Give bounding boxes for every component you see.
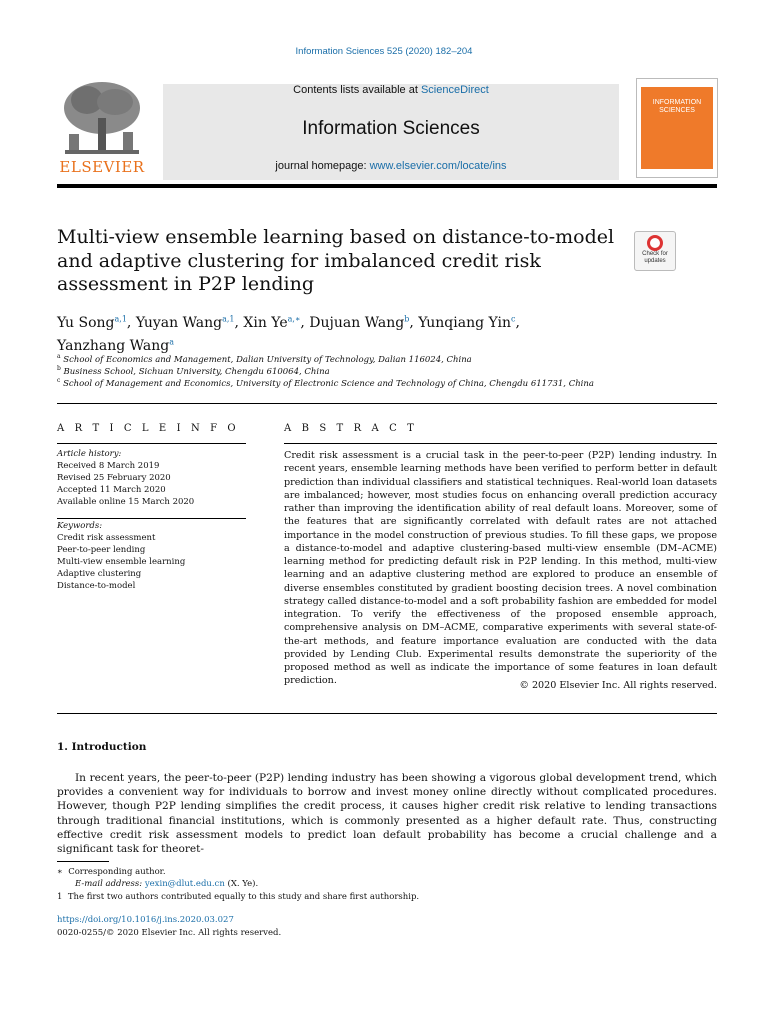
elsevier-tree-icon bbox=[57, 78, 147, 158]
author[interactable]: Yunqiang Yin$^c$ bbox=[418, 314, 516, 331]
author[interactable]: Yu Song$^{a,1}$ bbox=[57, 314, 127, 331]
keyword: Multi-view ensemble learning bbox=[57, 557, 186, 567]
author-list: Yu Song$^{a,1}$, Yuyan Wang$^{a,1}$, Xin $Ye^{a,∗}$, Dujuan Wang$^b$, Yunqiang Yin$^c$, Yanzhang Wang$^a$ bbox=[57, 314, 520, 355]
footnote-corresponding: ∗ Corresponding author. bbox=[57, 867, 166, 877]
journal-citation[interactable]: Information Sciences 525 (2020) 182–204 bbox=[295, 46, 473, 57]
keyword: Distance-to-model bbox=[57, 581, 136, 591]
author[interactable]: Yuyan Wang$^{a,1}$ bbox=[135, 314, 235, 331]
author[interactable]: Xin $Ye^{a,∗}$ bbox=[243, 314, 301, 331]
keywords: Keywords: Credit risk assessment Peer-to-peer lending Multi-view ensemble learning Adaptive clustering Distance-to-model bbox=[57, 520, 246, 592]
footnote-authorship: 1 The first two authors contributed equally to this study and share first authorship. bbox=[57, 892, 420, 902]
introduction-paragraph: In recent years, the peer-to-peer (P2P) lending industry has been showing a vigorous global development trend, which provides a convenient way for individuals to borrow and invest money online directly without complicated procedures. However, though P2P lending simplifies the credit process, it causes higher credit risk relative to lending transactions through traditional financial institutions, which is commonly presented as a higher default rate. Thus, constructing effective credit risk assessment models to predict loan default probability has become a crucial challenge and a significant task for theoret- bbox=[57, 772, 717, 856]
abstract-divider bbox=[57, 713, 717, 714]
keyword: Credit risk assessment bbox=[57, 533, 156, 543]
footnote-divider bbox=[57, 861, 109, 862]
section-heading-introduction: 1. Introduction bbox=[57, 741, 147, 753]
homepage-link[interactable]: www.elsevier.com/locate/ins bbox=[369, 160, 507, 172]
cover-title: INFORMATION SCIENCES bbox=[652, 99, 702, 114]
abstract-heading: A B S T R A C T bbox=[284, 423, 418, 434]
keyword: Adaptive clustering bbox=[57, 569, 142, 579]
elsevier-logo bbox=[57, 78, 147, 178]
author[interactable]: Yanzhang Wang$^a$ bbox=[57, 337, 174, 355]
doi-link[interactable]: https://doi.org/10.1016/j.ins.2020.03.027 bbox=[57, 915, 234, 925]
journal-title: Information Sciences bbox=[302, 118, 480, 139]
publisher-name: ELSEVIER bbox=[59, 158, 145, 176]
header-divider bbox=[57, 184, 717, 188]
contents-line: Contents lists available at ScienceDirect bbox=[293, 84, 489, 96]
abstract-copyright: © 2020 Elsevier Inc. All rights reserved. bbox=[519, 680, 717, 691]
email-link[interactable]: yexin@dlut.edu.cn bbox=[144, 879, 225, 889]
article-info-heading: A R T I C L E I N F O bbox=[57, 423, 240, 434]
journal-banner bbox=[163, 84, 619, 180]
check-updates-label: Check for updates bbox=[642, 251, 668, 264]
footnote-email: E-mail address: yexin@dlut.edu.cn (X. Ye). bbox=[75, 879, 259, 889]
affiliation: $^a$ School of Economics and Management, Dalian University of Technology, Dalian 116024, China bbox=[57, 353, 472, 365]
keyword: Peer-to-peer lending bbox=[57, 545, 146, 555]
abstract-text: Credit risk assessment is a crucial task in the peer-to-peer (P2P) lending industry. In recent years, ensemble learning methods have been verified to perform better in default prediction than individual classifiers and statistical techniques. Real-world loan datasets are imbalanced; however, most studies focus on enhancing overall prediction accuracy rather than improving the identification ability of real default loans. Moreover, some of the features that are significantly correlated with default rates are not attached importance in the model construction of previous studies. To fill these gaps, we propose a distance-to-model and adaptive clustering-based multi-view ensemble (DM–ACME) learning method for predicting default risk in P2P lending. In this method, multi-view learning and an adaptive clustering method are explored to produce an ensemble of diverse ensembles constituted by gradient boosting decision trees. A novel combination strategy called distance-to-model and a soft probability fashion are embedded for model integration. To verify the effectiveness of the proposed ensemble approach, comprehensive analysis on DM–ACME, comparative experiments with several state-of-the-art methods, and feature importance evaluation are conducted with the data provided by Lending Club. Experimental results demonstrate the superiority of the proposed method as well as indicate the importance of some features in loan default prediction. bbox=[284, 450, 717, 687]
affiliation: $^b$ Business School, Sichuan University, Chengdu 610064, China bbox=[57, 365, 330, 377]
author[interactable]: Dujuan Wang$^b$ bbox=[309, 314, 410, 331]
affiliation-divider bbox=[57, 403, 717, 404]
bookmark-icon bbox=[647, 235, 663, 251]
homepage-line: journal homepage: www.elsevier.com/locate/ins bbox=[275, 160, 507, 172]
affiliation: $^c$ School of Management and Economics, University of Electronic Science and Technology of China, Chengdu 611731, China bbox=[57, 377, 594, 389]
journal-cover[interactable] bbox=[636, 78, 718, 178]
article-history: Article history: Received 8 March 2019 Revised 25 February 2020 Accepted 11 March 2020 Available online 15 March 2020 bbox=[57, 449, 195, 507]
article-title: Multi-view ensemble learning based on distance-to-model and adaptive clustering for imbalanced credit risk assessment in P2P lending bbox=[57, 226, 615, 295]
sciencedirect-link[interactable]: ScienceDirect bbox=[420, 84, 489, 96]
check-for-updates-button[interactable] bbox=[634, 231, 676, 271]
issn-copyright: 0020-0255/© 2020 Elsevier Inc. All rights reserved. bbox=[57, 928, 282, 938]
